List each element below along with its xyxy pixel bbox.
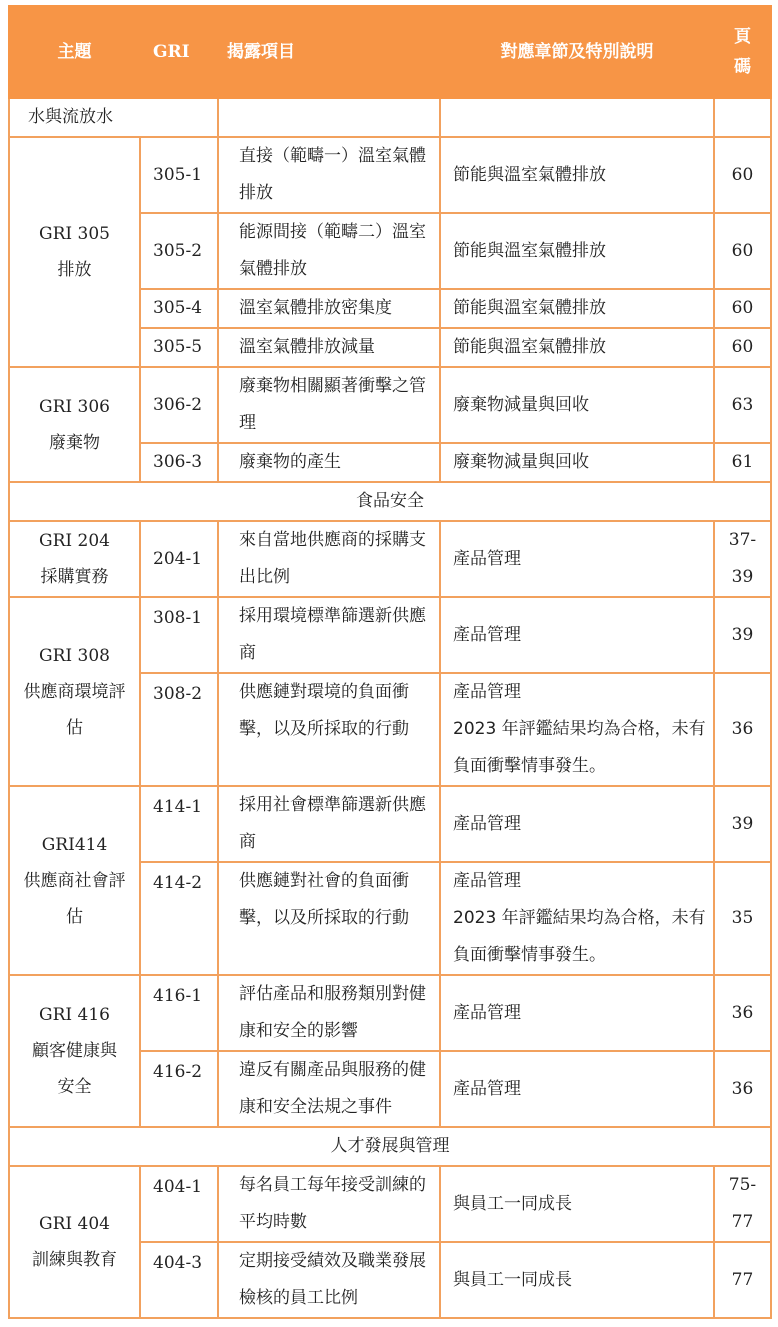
item-cell: 定期接受績效及職業發展檢核的員工比例 (218, 1242, 440, 1318)
item-cell: 供應鏈對環境的負面衝擊，以及所採取的行動 (218, 673, 440, 786)
table-row (9, 98, 771, 137)
topic-cell (9, 1166, 140, 1318)
table-row (9, 367, 771, 443)
chapter-cell: 廢棄物減量與回收 (440, 367, 714, 443)
table-row (9, 521, 771, 597)
gri-code-cell: 305-5 (140, 328, 218, 367)
item-cell (218, 98, 440, 137)
topic-code: GRI 306 (39, 396, 110, 417)
page-cell: 77 (714, 1242, 771, 1318)
topic-code: GRI414 (41, 834, 108, 855)
section-title: 食品安全 (9, 482, 771, 521)
chapter-cell: 廢棄物減量與回收 (440, 443, 714, 482)
topic-cell (9, 367, 140, 482)
gri-code-cell: 306-3 (140, 443, 218, 482)
chapter-cell: 與員工一同成長 (440, 1166, 714, 1242)
topic-code: GRI 204 (39, 531, 110, 551)
chapter-cell (440, 862, 714, 975)
chapter-note: 2023 年評鑑結果均為合格，未有負面衝擊情事發生。 (453, 719, 706, 776)
item-cell: 每名員工每年接受訓練的平均時數 (218, 1166, 440, 1242)
topic-code: GRI 305 (39, 224, 110, 244)
chapter-cell (440, 98, 714, 137)
item-cell: 違反有關產品與服務的健康和安全法規之事件 (218, 1051, 440, 1127)
table-row (9, 1166, 771, 1242)
chapter-cell: 產品管理 (440, 597, 714, 673)
item-cell: 能源間接（範疇二）溫室氣體排放 (218, 213, 440, 289)
page-cell: 36 (714, 975, 771, 1051)
chapter-cell: 節能與溫室氣體排放 (440, 328, 714, 367)
chapter-cell: 產品管理 (440, 975, 714, 1051)
item-cell: 採用社會標準篩選新供應商 (218, 786, 440, 862)
topic-name: 廢棄物 (49, 432, 100, 453)
gri-code-cell: 308-2 (140, 673, 218, 786)
page-cell: 60 (714, 213, 771, 289)
topic-cell (9, 786, 140, 975)
topic-cell (9, 521, 140, 597)
page-cell: 60 (714, 137, 771, 213)
page-cell: 36 (714, 673, 771, 786)
section-row (9, 482, 771, 521)
page-cell: 60 (714, 289, 771, 328)
section-row (9, 1127, 771, 1166)
table-header-row (9, 6, 771, 98)
header-page: 頁碼 (714, 6, 771, 98)
page-cell (714, 98, 771, 137)
gri-code-cell: 305-4 (140, 289, 218, 328)
item-cell: 直接（範疇一）溫室氣體排放 (218, 137, 440, 213)
gri-code-cell: 416-1 (140, 975, 218, 1051)
chapter-title: 產品管理 (453, 682, 521, 702)
chapter-cell: 節能與溫室氣體排放 (440, 213, 714, 289)
page-cell: 35 (714, 862, 771, 975)
topic-name: 供應商環境評估 (23, 681, 126, 738)
chapter-cell: 產品管理 (440, 521, 714, 597)
header-gri: GRI (140, 6, 218, 98)
topic-name: 訓練與教育 (32, 1250, 117, 1270)
item-cell: 採用環境標準篩選新供應商 (218, 597, 440, 673)
item-cell: 廢棄物的產生 (218, 443, 440, 482)
table-row (9, 137, 771, 213)
chapter-cell: 與員工一同成長 (440, 1242, 714, 1318)
gri-code-cell: 308-1 (140, 597, 218, 673)
chapter-cell: 產品管理 (440, 1051, 714, 1127)
item-cell: 供應鏈對社會的負面衝擊，以及所採取的行動 (218, 862, 440, 975)
topic-code: GRI 404 (39, 1214, 110, 1234)
table-row (9, 786, 771, 862)
topic-cell (9, 975, 140, 1127)
topic-name: 採購實務 (40, 567, 109, 587)
topic-code: GRI 308 (39, 645, 110, 666)
topic-name: 排放 (57, 260, 92, 280)
item-cell: 廢棄物相關顯著衝擊之管理 (218, 367, 440, 443)
chapter-cell: 節能與溫室氣體排放 (440, 289, 714, 328)
table-row (9, 975, 771, 1051)
item-cell: 評估產品和服務類別對健康和安全的影響 (218, 975, 440, 1051)
topic-name: 顧客健康與安全 (32, 1041, 117, 1097)
gri-code-cell: 305-2 (140, 213, 218, 289)
gri-code-cell: 414-1 (140, 786, 218, 862)
gri-code-cell: 416-2 (140, 1051, 218, 1127)
page-cell: 61 (714, 443, 771, 482)
header-chapter: 對應章節及特別說明 (440, 6, 714, 98)
page-cell: 75-77 (714, 1166, 771, 1242)
chapter-cell: 節能與溫室氣體排放 (440, 137, 714, 213)
chapter-title: 產品管理 (453, 871, 521, 891)
page-cell: 60 (714, 328, 771, 367)
chapter-cell: 產品管理 (440, 786, 714, 862)
gri-code-cell: 204-1 (140, 521, 218, 597)
page-cell: 63 (714, 367, 771, 443)
gri-code-cell: 404-3 (140, 1242, 218, 1318)
chapter-cell (440, 673, 714, 786)
topic-cell (9, 597, 140, 786)
gri-index-table-wrapper (8, 5, 770, 1319)
table-row (9, 597, 771, 673)
gri-code-cell: 414-2 (140, 862, 218, 975)
page-cell: 39 (714, 597, 771, 673)
header-item: 揭露項目 (218, 6, 440, 98)
item-cell: 溫室氣體排放減量 (218, 328, 440, 367)
chapter-note: 2023 年評鑑結果均為合格，未有負面衝擊情事發生。 (453, 908, 706, 965)
gri-code-cell: 305-1 (140, 137, 218, 213)
gri-index-table (8, 5, 772, 1319)
item-cell: 溫室氣體排放密集度 (218, 289, 440, 328)
item-cell: 來自當地供應商的採購支出比例 (218, 521, 440, 597)
topic-name: 供應商社會評估 (23, 870, 126, 927)
section-title: 人才發展與管理 (9, 1127, 771, 1166)
gri-code-cell: 306-2 (140, 367, 218, 443)
page-cell: 36 (714, 1051, 771, 1127)
topic-code: GRI 416 (39, 1005, 110, 1025)
gri-code-cell: 404-1 (140, 1166, 218, 1242)
topic-cell: 水與流放水 (9, 98, 218, 137)
page-cell: 37-39 (714, 521, 771, 597)
page-cell: 39 (714, 786, 771, 862)
header-topic: 主題 (9, 6, 140, 98)
topic-cell (9, 137, 140, 367)
